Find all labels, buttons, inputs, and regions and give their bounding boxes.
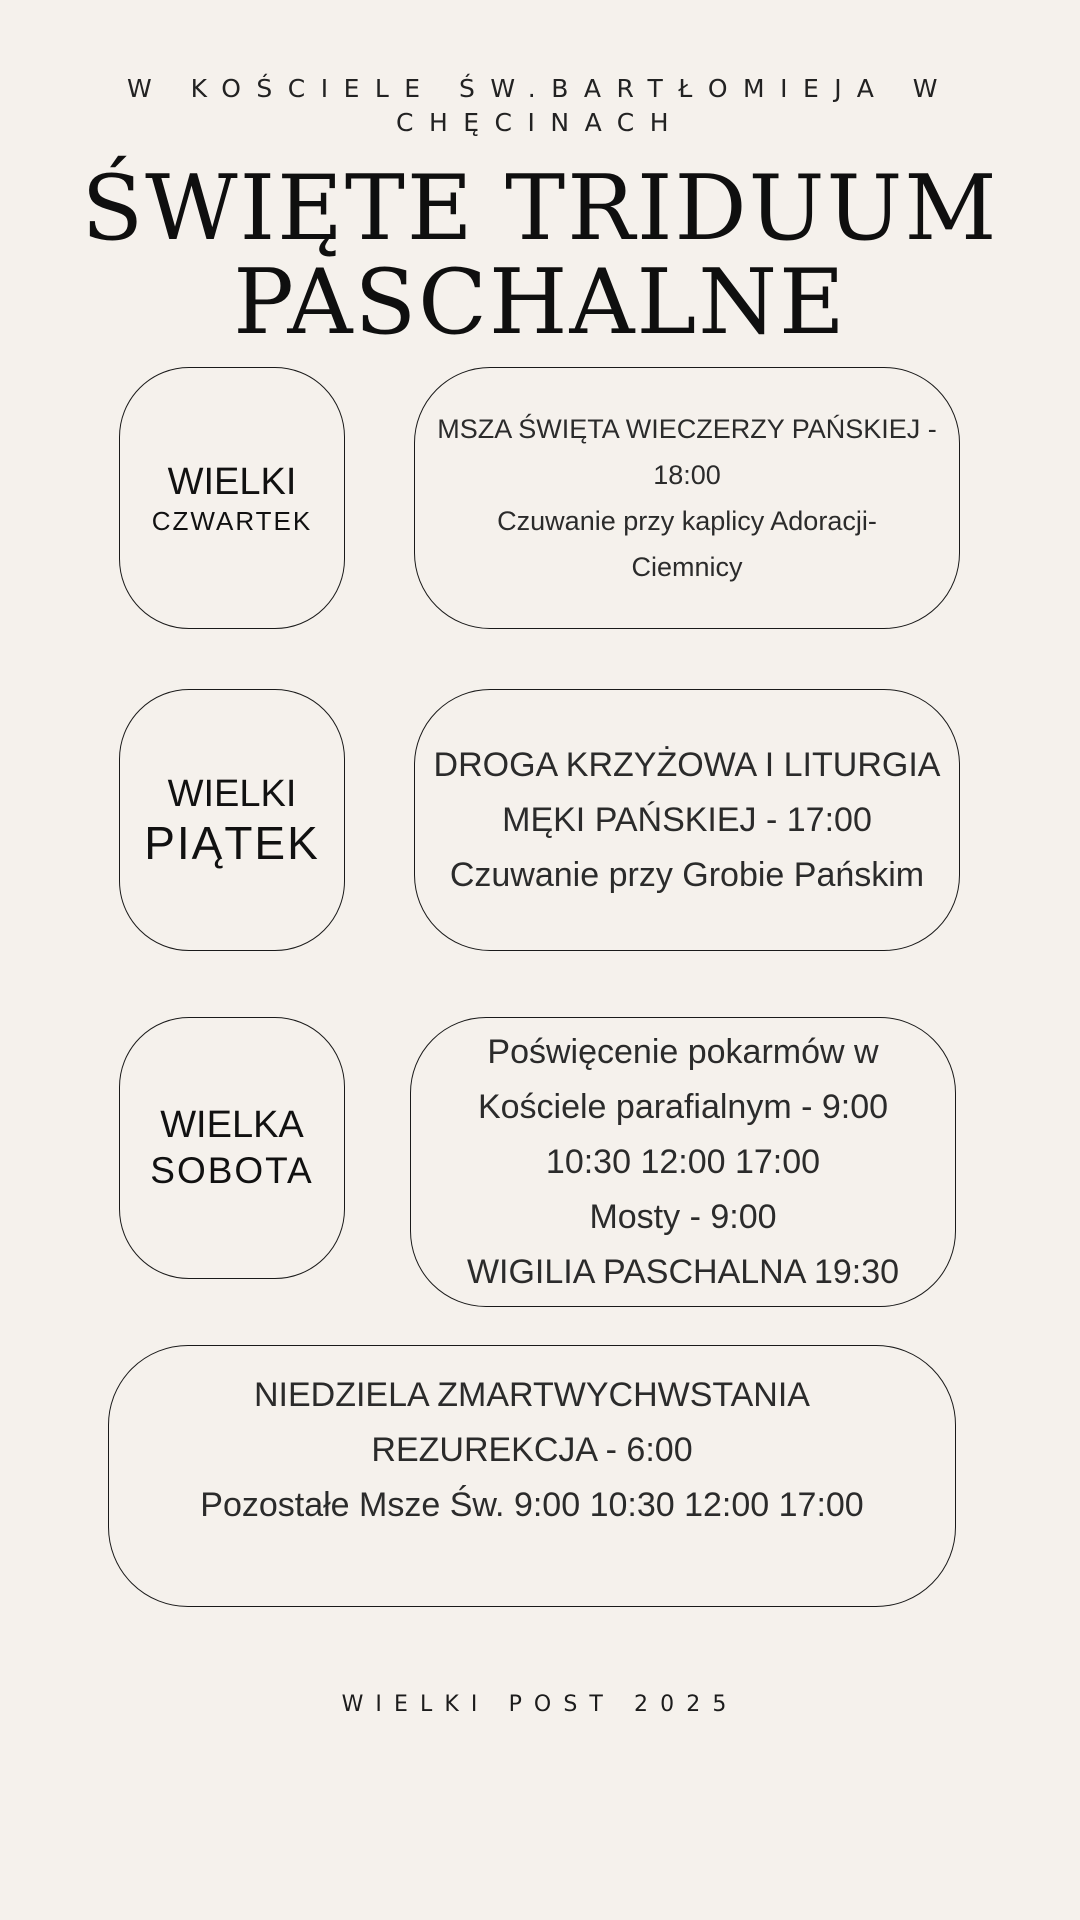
day-label-line2: PIĄTEK	[144, 817, 320, 869]
event-line: Czuwanie przy kaplicy Adoracji-	[497, 506, 877, 536]
title-line-1: ŚWIĘTE TRIDUUM	[81, 156, 999, 261]
event-line: Czuwanie przy Grobie Pańskim	[449, 855, 925, 894]
event-line: Poświęcenie pokarmów w	[487, 1032, 879, 1071]
day-box-friday	[119, 689, 345, 951]
event-line: WIGILIA PASCHALNA 19:30	[466, 1252, 900, 1291]
event-line: REZUREKCJA - 6:00	[371, 1431, 693, 1469]
day-label-line2: CZWARTEK	[151, 506, 313, 536]
event-line: MĘKI PAŃSKIEJ - 17:00	[502, 800, 872, 839]
day-box-thursday	[119, 367, 345, 629]
event-line: NIEDZIELA ZMARTWYCHWSTANIA	[253, 1376, 810, 1414]
title-line-2: PASCHALNE	[233, 250, 847, 355]
event-line: Pozostałe Msze Św. 9:00 10:30 12:00 17:00	[200, 1486, 864, 1524]
event-box-thursday	[414, 367, 960, 629]
church-subtitle: W KOŚCIELE ŚW.BARTŁOMIEJA W CHĘCINACH	[127, 74, 953, 137]
event-line: Kościele parafialnym - 9:00	[477, 1087, 889, 1126]
event-box-friday	[414, 689, 960, 951]
event-line: 10:30 12:00 17:00	[545, 1142, 821, 1181]
day-label-line1: WIELKA	[160, 1104, 304, 1146]
event-line: Mosty - 9:00	[589, 1197, 777, 1236]
event-box-sunday	[108, 1345, 956, 1607]
event-line: Ciemnicy	[631, 552, 743, 582]
event-line: DROGA KRZYŻOWA I LITURGIA	[433, 745, 941, 784]
day-label-line1: WIELKI	[167, 773, 297, 815]
event-line: MSZA ŚWIĘTA WIECZERZY PAŃSKIEJ -	[437, 414, 937, 444]
event-line: 18:00	[653, 460, 721, 490]
day-box-saturday	[119, 1017, 345, 1279]
event-box-saturday	[410, 1017, 956, 1307]
day-label-line1: WIELKI	[167, 461, 297, 503]
day-label-line2: SOBOTA	[150, 1150, 314, 1191]
page-title	[60, 156, 1020, 355]
footer-text: WIELKI POST 2025	[341, 1692, 739, 1717]
